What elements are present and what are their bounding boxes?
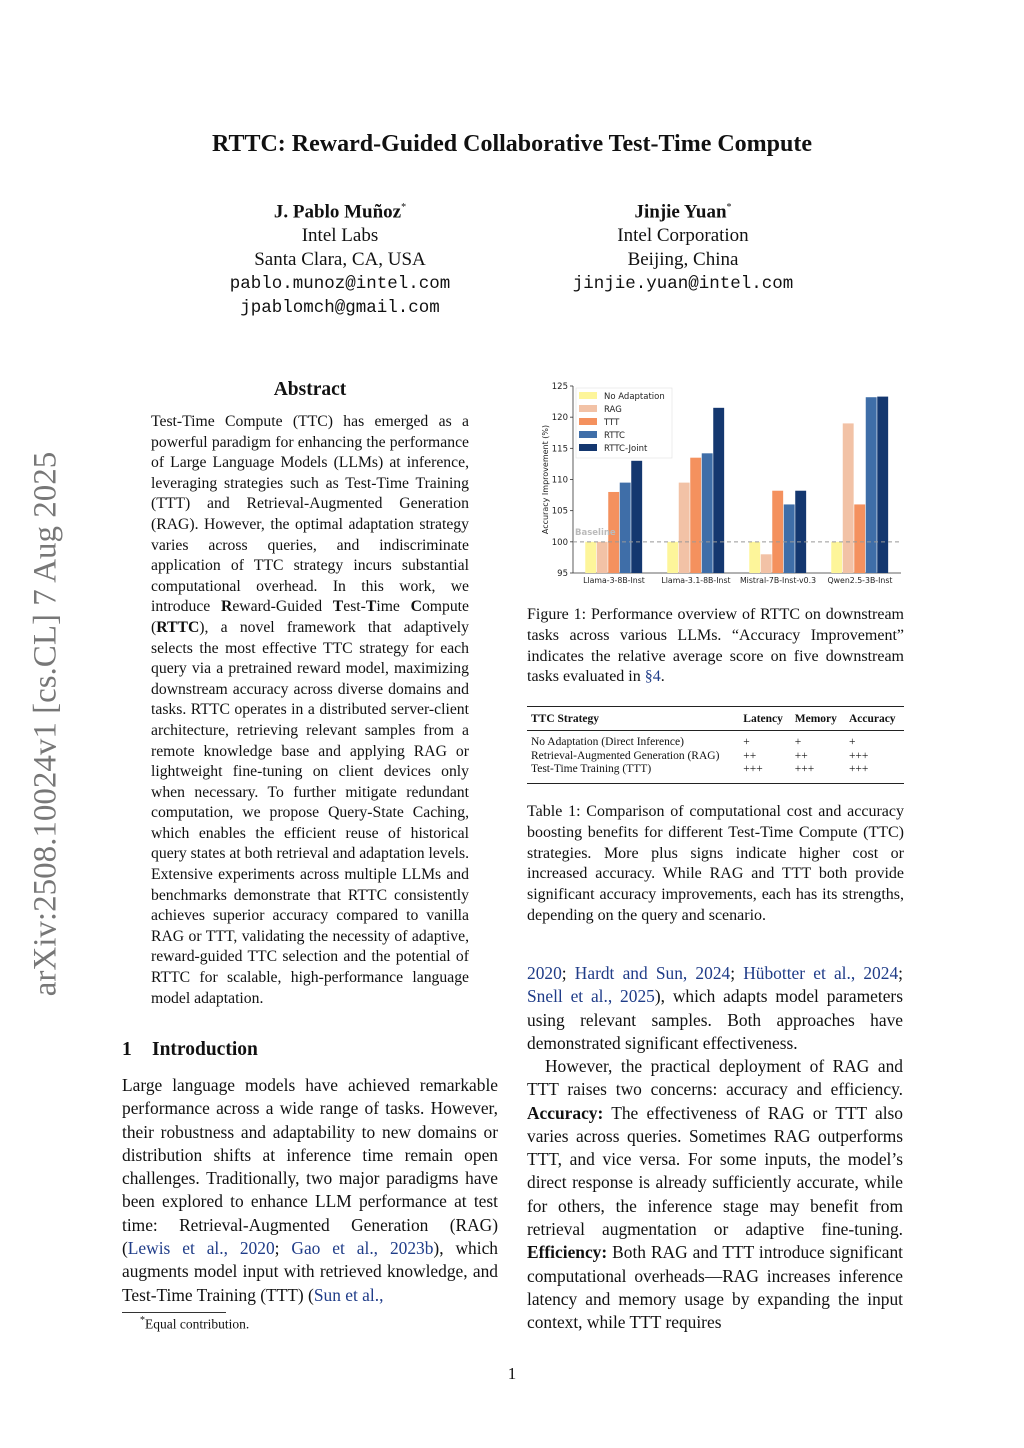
author-affiliation: Intel Labs <box>301 225 379 247</box>
table-1 <box>527 706 904 784</box>
x-tick-label: Llama-3.1-8B-Inst <box>661 576 731 585</box>
bar <box>772 491 783 573</box>
table-row: Retrieval-Augmented Generation (RAG) ++ ++ +++ <box>531 749 869 762</box>
legend-label: RAG <box>604 405 622 415</box>
table-row: Test-Time Training (TTT) +++ +++ +++ <box>531 763 869 775</box>
abstract-body: Test-Time Compute (TTC) has emerged as a powerful paradigm for enhancing the performance of Large Language Models (LLMs) at inference, leveraging strategies such as Test-Time Training (TTT) and Retrieval-Augmented Generation (RAG). However, the optimal adaptation strategy varies across queries, and indiscriminate application of TTC strategy incurs substantial computational overhead. In this work, we introduce Reward-Guided Test-Time Compute (RTTC), a novel framework that adaptively selects the most effective TTC strategy for each query via a pretrained reward model, maximizing downstream accuracy across diverse domains and tasks. RTTC operates in a distributed server-client architecture, retrieving relevant samples from a remote knowledge base and applying RAG or lightweight fine-tuning on client devices only when necessary. To further mitigate redundant computation, we propose Query-State Caching, which enables the efficient reuse of historical query states at both retrieval and adaptation levels. Extensive experiments across multiple LLMs and benchmarks demonstrate that RTTC consistently achieves superior accuracy compared to vanilla RAG or TTT, validating the necessity of adaptive, reward-guided TTC selection and the potential of RTTC for scalable, high-performance language model adaptation. <box>151 413 470 1007</box>
y-tick-label: 95 <box>557 569 568 579</box>
bar <box>585 542 596 573</box>
legend-swatch <box>579 431 597 438</box>
footnote: *Equal contribution. <box>140 1315 250 1332</box>
legend-swatch <box>579 418 597 425</box>
author-name: Jinjie Yuan <box>634 201 727 223</box>
y-tick-label: 105 <box>551 506 568 517</box>
bar <box>620 483 631 573</box>
y-tick-label: 110 <box>551 475 568 486</box>
table-row: No Adaptation (Direct Inference) + + + <box>531 736 856 748</box>
bar <box>784 504 795 573</box>
x-tick-label: Mistral-7B-Inst-v0.3 <box>739 576 817 585</box>
bar <box>877 397 888 573</box>
author-location: Beijing, China <box>627 249 739 271</box>
bar <box>854 504 865 573</box>
figure-1-caption: Figure 1: Performance overview of RTTC on downstream tasks across various LLMs. “Accuracy Improvement” indicates the relative average score on five downstream tasks evaluated in §4. <box>527 606 904 686</box>
intro-paragraph: However, the practical deployment of RAG and TTT raises two concerns: accuracy and efficiency. Accuracy: The effectiveness of RAG or TTT also varies across queries. Sometimes RAG outperforms TTT, and vice versa. For some inputs, the model’s direct response is already sufficiently accurate, while for others, the inference stage may benefit from retrieval augmentation or adaptive fine-tuning. Efficiency: Both RAG and TTT introduce significant computational overheads—RAG increases inference latency and memory usage by expanding the input context, while TTT requires <box>527 1056 903 1333</box>
legend-label: RTTC <box>604 431 625 441</box>
section-ref-link[interactable]: §4 <box>644 668 661 686</box>
legend-swatch <box>579 444 597 451</box>
bar <box>679 483 690 573</box>
author-mark: * <box>401 202 407 213</box>
table-header: Memory <box>791 707 845 731</box>
legend-label: No Adaptation <box>604 392 665 402</box>
author-block-2 <box>533 196 833 296</box>
legend-label: TTT <box>604 418 620 428</box>
author-email[interactable]: jinjie.yuan@intel.com <box>572 274 794 295</box>
bar <box>667 542 678 573</box>
author-name: J. Pablo Muñoz <box>273 201 402 223</box>
author-affiliation: Intel Corporation <box>617 225 749 247</box>
abstract-heading: Abstract <box>273 379 347 400</box>
legend-swatch <box>579 405 597 412</box>
figure-1-bar-chart <box>527 378 907 588</box>
section-heading-introduction: 1 Introduction <box>122 1039 258 1060</box>
citation-link[interactable]: Sun et al., <box>313 1284 384 1305</box>
bar <box>749 542 760 573</box>
baseline-label: Baseline <box>575 527 616 538</box>
citation-link[interactable]: 2020 <box>527 963 562 983</box>
bar <box>843 423 854 573</box>
citation-link[interactable]: Lewis et al., 2020 <box>127 1238 275 1259</box>
table-header: TTC Strategy <box>527 707 739 731</box>
x-tick-label: Llama-3-8B-Inst <box>583 576 645 585</box>
author-mark: * <box>726 202 732 213</box>
table-header: Latency <box>739 707 790 731</box>
bar <box>597 542 608 573</box>
bar <box>795 491 806 573</box>
legend-swatch <box>579 392 597 399</box>
author-block-1 <box>190 196 490 320</box>
citation-link[interactable]: Snell et al., 2025 <box>527 986 655 1007</box>
author-location: Santa Clara, CA, USA <box>254 249 426 271</box>
y-tick-label: 115 <box>551 444 568 455</box>
y-tick-label: 120 <box>551 413 568 424</box>
arxiv-identifier: arXiv:2508.10024v1 [cs.CL] 7 Aug 2025 <box>27 451 64 997</box>
y-tick-label: 100 <box>551 537 568 548</box>
bar <box>866 397 877 573</box>
citation-link[interactable]: Hardt and Sun, 2024 <box>574 963 731 983</box>
table-header: Accuracy <box>845 707 904 731</box>
legend-label: RTTC-Joint <box>604 444 648 454</box>
intro-continuation: 2020; Hardt and Sun, 2024; Hübotter et al., 2024; Snell et al., 2025), which adapts model parameters using relevant samples. Both approaches have demonstrated significant effectiveness. <box>527 963 903 1053</box>
author-email-alt[interactable]: jpablomch@gmail.com <box>240 298 440 319</box>
bar <box>702 453 713 573</box>
bar <box>690 458 701 573</box>
bar <box>631 461 642 573</box>
page-number: 1 <box>507 1364 517 1383</box>
author-email[interactable]: pablo.munoz@intel.com <box>229 274 451 295</box>
x-tick-label: Qwen2.5-3B-Inst <box>827 576 893 585</box>
bar <box>713 408 724 573</box>
y-axis-label: Accuracy Improvement (%) <box>541 424 550 535</box>
paper-title: RTTC: Reward-Guided Collaborative Test-Time Compute <box>211 131 813 157</box>
citation-link[interactable]: Gao et al., 2023b <box>291 1238 434 1259</box>
citation-link[interactable]: Hübotter et al., 2024 <box>743 963 899 983</box>
bar <box>761 554 772 573</box>
intro-paragraph: Large language models have achieved remarkable performance across a wide range of tasks. However, their robustness and adaptability to new domains or distribution shifts at inference time remain open challenges. Traditionally, two major paradigms have been explored to enhance LLM performance at test time: Retrieval-Augmented Generation (RAG) (Lewis et al., 2020; Gao et al., 2023b), which augments model input with retrieved knowledge, and Test-Time Training (TTT) (Sun et al., <box>122 1075 498 1305</box>
footnote-rule <box>122 1312 226 1313</box>
bar <box>831 542 842 573</box>
table-1-caption: Table 1: Comparison of computational cost and accuracy boosting benefits for different Test-Time Compute (TTC) strategies. More plus signs indicate higher cost or increased accuracy. While RAG and TTT both provide significant accuracy improvements, each has its strengths, depending on the query and scenario. <box>527 803 904 924</box>
y-tick-label: 125 <box>551 382 568 392</box>
